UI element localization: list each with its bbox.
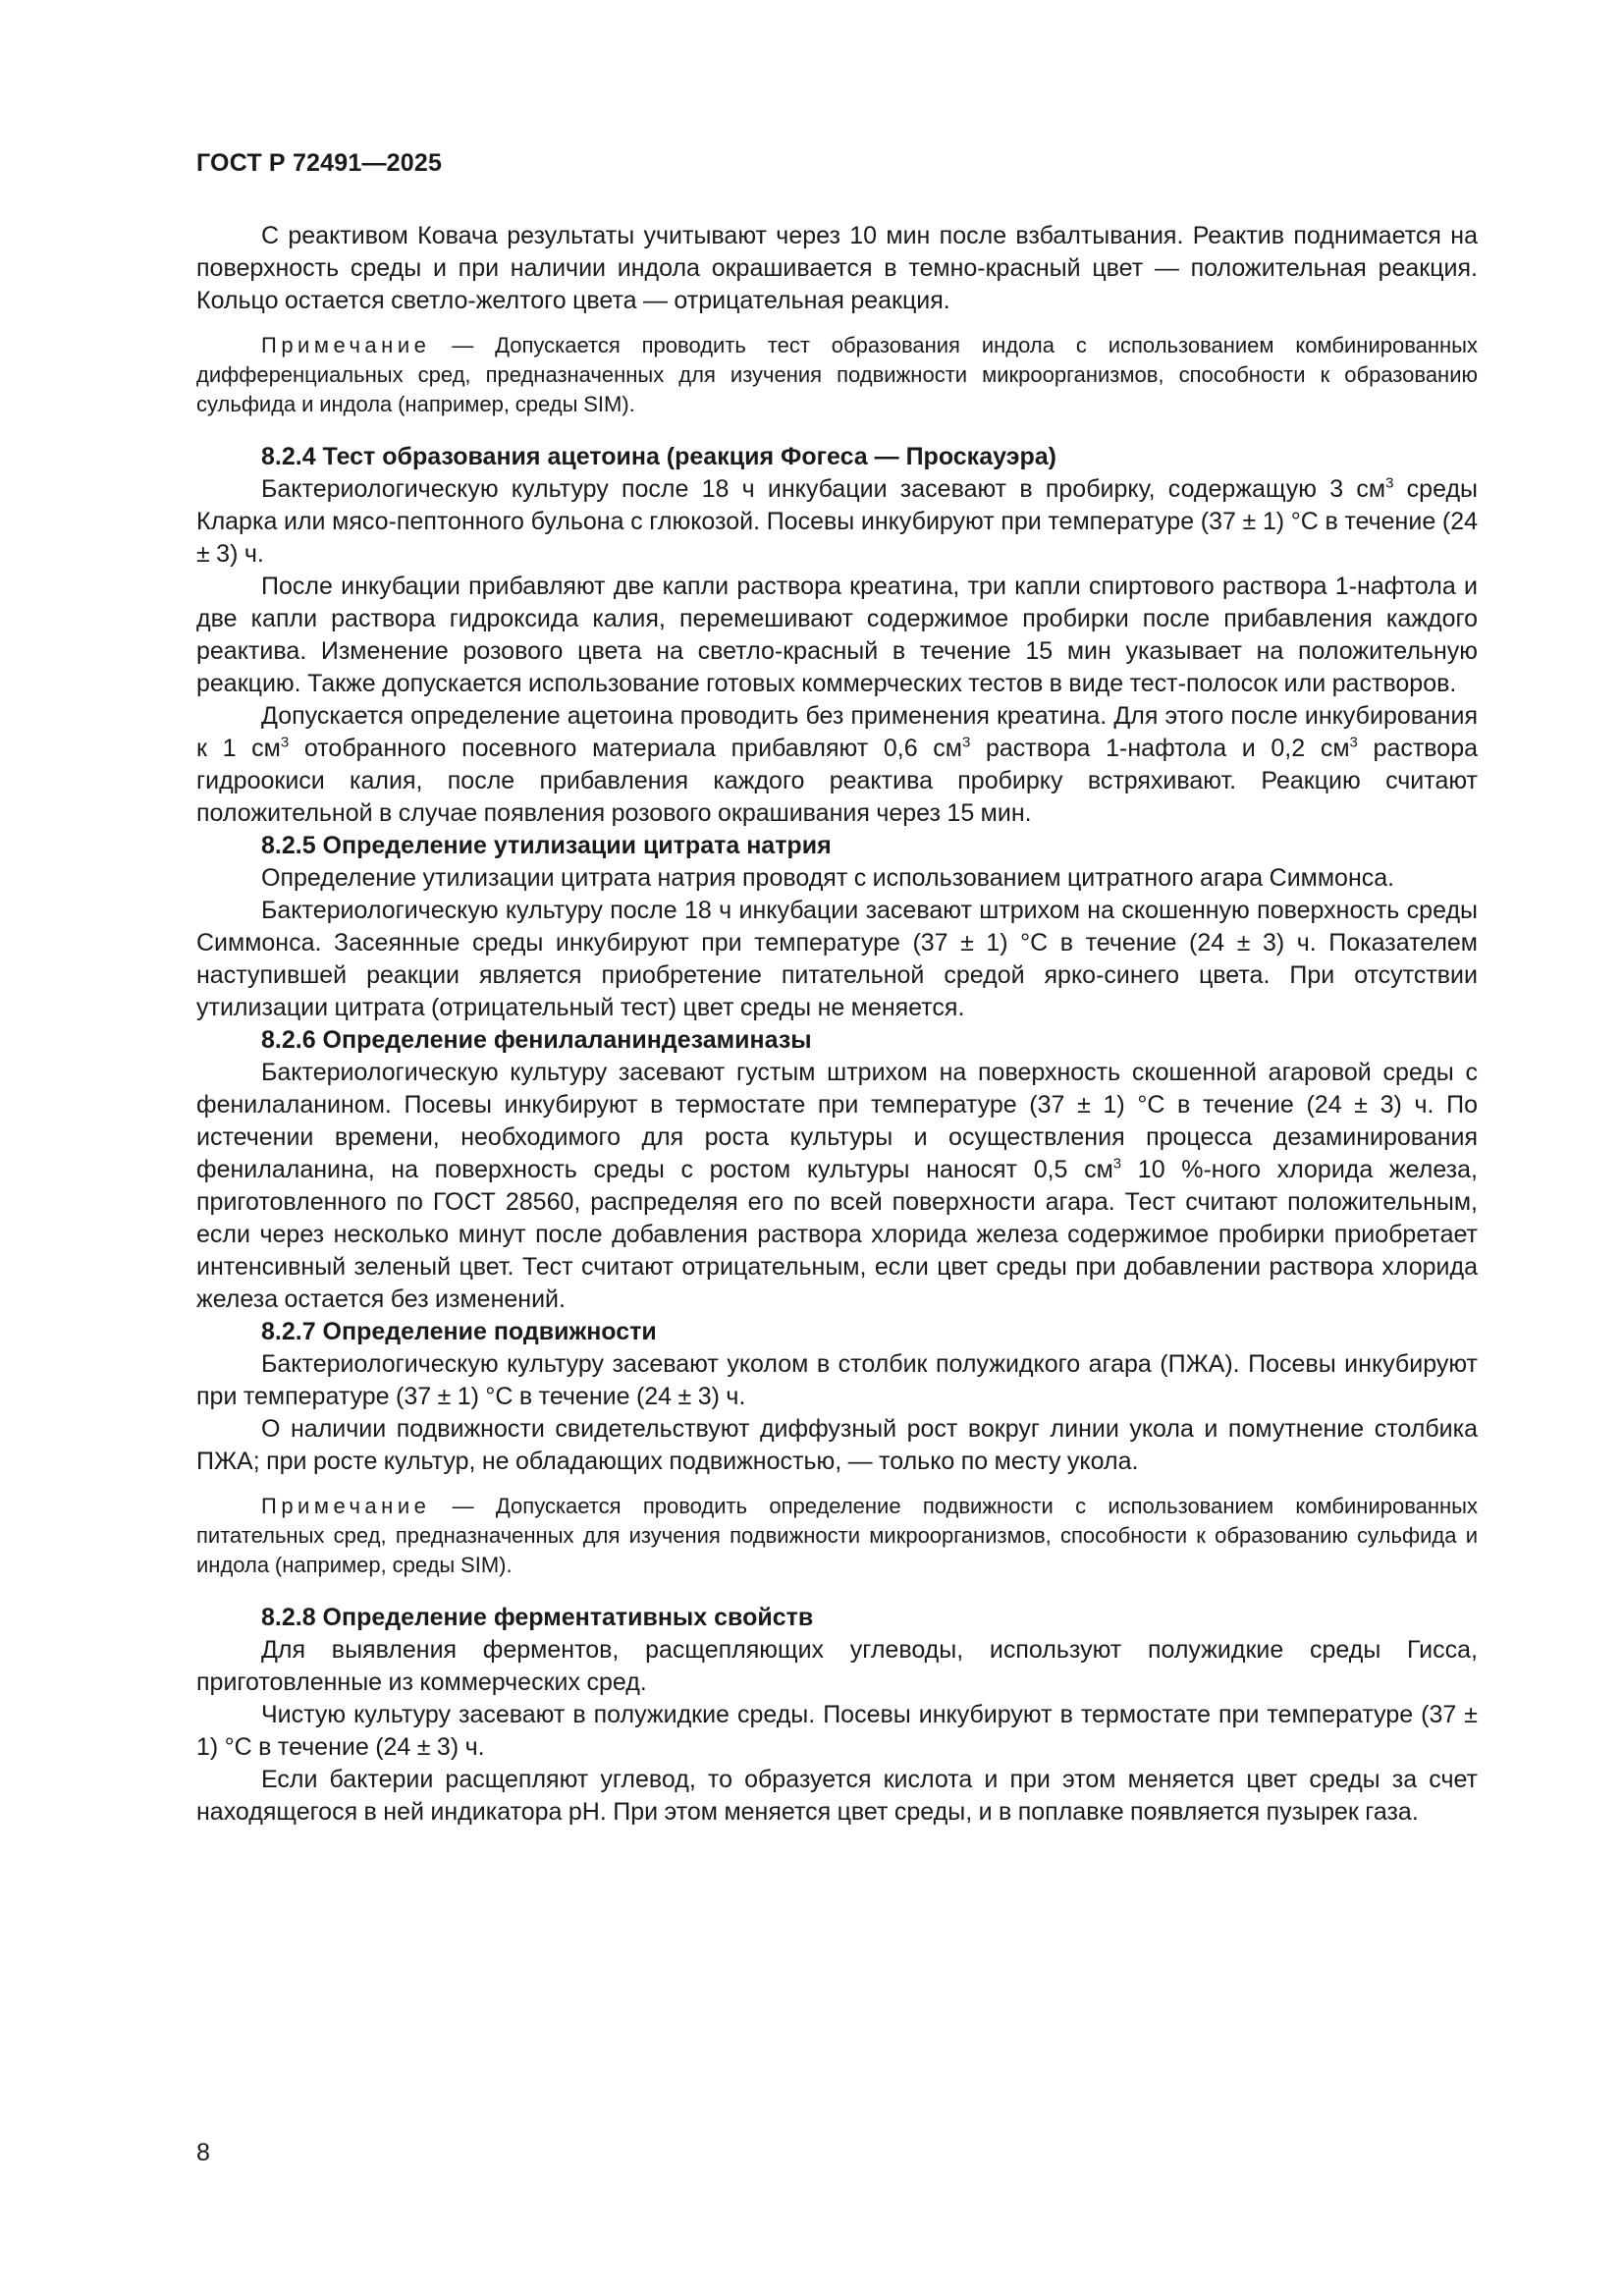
carbohydrate-result-paragraph: Если бактерии расщепляют углевод, то образуется кислота и при этом меняется цвет среды за счет находящегося в ней индикатора рН. При этом меняется цвет среды, и в поплавке появляется пузырек газа.: [196, 1766, 1478, 1826]
text-run: среды Кларка или мясо-пептонного бульона с глюкозой. Посевы инкубируют при температуре (37 ± 1) °С в течение (24 ± 3) ч.: [196, 475, 1478, 568]
acetoin-reagents-paragraph: После инкубации прибавляют две капли раствора креатина, три капли спиртового раствора 1-нафтола и две капли раствора гидроксида калия, перемешивают содержимое пробирки после прибавления каждого реактива. Изменение розового цвета на светло-красный в течение 15 мин указывает на положительную реакцию. Также допускается использование готовых коммерческих тестов в виде тест-полосок или растворов.: [196, 573, 1478, 697]
phenylalanine-paragraph: [196, 1057, 1478, 1316]
text-run: раствора 1-нафтола и 0,2 см: [970, 735, 1350, 762]
superscript: 3: [1385, 474, 1394, 492]
page-number: 8: [196, 2139, 210, 2166]
section-heading-8-2-8: 8.2.8 Определение ферментативных свойств: [261, 1604, 814, 1631]
section-heading-8-2-6: 8.2.6 Определение фенилаланиндезаминазы: [261, 1026, 812, 1054]
text-run: раствора гидроокиси калия, после прибавления каждого реактива пробирку встряхивают. Реакцию считают положительной в случае появления розового окрашивания через 15 мин.: [196, 735, 1479, 827]
citrate-method-paragraph: Определение утилизации цитрата натрия проводят с использованием цитратного агара Симмонса.: [261, 864, 1395, 892]
giss-media-paragraph: Для выявления ферментов, расщепляющих углеводы, используют полужидкие среды Гисса, приготовленные из коммерческих сред.: [196, 1636, 1478, 1696]
text-run: 10 %-ного хлорида железа, приготовленного по ГОСТ 28560, распределяя его по всей поверхности агара. Тест считают положительным, если через несколько минут после добавления раствора хлорида железа содержимое пробирки приобретает интенсивный зеленый цвет. Тест считают отрицательным, если цвет среды при добавлении раствора хлорида железа остается без изменений.: [196, 1156, 1478, 1313]
motility-result-paragraph: О наличии подвижности свидетельствуют диффузный рост вокруг линии укола и помутнение столбика ПЖА; при росте культур, не обладающих подвижностью, — только по месту укола.: [196, 1415, 1478, 1475]
note-text: — Допускается проводить определение подвижности с использованием комбинированных питательных сред, предназначенных для изучения подвижности микроорганизмов, способности к образованию сульфида и индола (например, среды SIM).: [196, 1494, 1478, 1577]
text-run: Допускается определение ацетоина проводить без применения креатина. Для этого после инкубирования к 1 см: [196, 702, 1478, 762]
text-run: отобранного посевного материала прибавляют 0,6 см: [289, 735, 962, 762]
note-motility-test: [196, 1492, 1478, 1580]
document-code-header: ГОСТ Р 72491—2025: [196, 149, 443, 177]
text-run: Бактериологическую культуру после 18 ч инкубации засевают в пробирку, содержащую 3 см: [261, 475, 1386, 503]
document-body: [196, 220, 1478, 1829]
note-label: Примечание: [261, 1494, 431, 1518]
motility-inoculation-paragraph: Бактериологическую культуру засевают уколом в столбик полужидкого агара (ПЖА). Посевы инкубируют при температуре (37 ± 1) °С в течение (24 ± 3) ч.: [196, 1350, 1478, 1410]
superscript: 3: [1112, 1155, 1122, 1173]
acetoin-inoculation-paragraph: [196, 473, 1478, 571]
text-run: Бактериологическую культуру засевают густым штрихом на поверхность скошенной агаровой среды с фенилаланином. Посевы инкубируют в термостате при температуре (37 ± 1) °С в течение (24 ± 3) ч. По истечении времени, необходимого для роста культуры и осуществления процесса дезаминирования фенилаланина, на поверхность среды с ростом культуры наносят 0,5 см: [196, 1059, 1478, 1183]
section-heading-8-2-5: 8.2.5 Определение утилизации цитрата натрия: [261, 832, 832, 859]
section-heading-8-2-4: 8.2.4 Тест образования ацетоина (реакция Фогеса — Проскауэра): [261, 443, 1056, 470]
citrate-procedure-paragraph: Бактериологическую культуру после 18 ч инкубации засевают штрихом на скошенную поверхность среды Симмонса. Засеянные среды инкубируют при температуре (37 ± 1) °С в течение (24 ± 3) ч. Показателем наступившей реакции является приобретение питательной средой ярко-синего цвета. При отсутствии утилизации цитрата (отрицательный тест) цвет среды не меняется.: [196, 897, 1478, 1021]
superscript: 3: [280, 734, 290, 751]
note-label: Примечание: [261, 333, 431, 357]
note-text: — Допускается проводить тест образования индола с использованием комбинированных дифференциальных сред, предназначенных для изучения подвижности микроорганизмов, способности к образованию сульфида и индола (например, среды SIM).: [196, 333, 1478, 416]
acetoin-without-creatine-paragraph: [196, 700, 1478, 830]
pure-culture-paragraph: Чистую культуру засевают в полужидкие среды. Посевы инкубируют в термостате при температуре (37 ± 1) °С в течение (24 ± 3) ч.: [196, 1701, 1478, 1761]
superscript: 3: [961, 734, 971, 751]
section-heading-8-2-7: 8.2.7 Определение подвижности: [261, 1318, 657, 1345]
note-indole-test: [196, 331, 1478, 419]
kovach-result-paragraph: С реактивом Ковача результаты учитывают через 10 мин после взбалтывания. Реактив поднимается на поверхность среды и при наличии индола окрашивается в темно-красный цвет — положительная реакция. Кольцо остается светло-желтого цвета — отрицательная реакция.: [196, 222, 1478, 314]
superscript: 3: [1349, 734, 1358, 751]
